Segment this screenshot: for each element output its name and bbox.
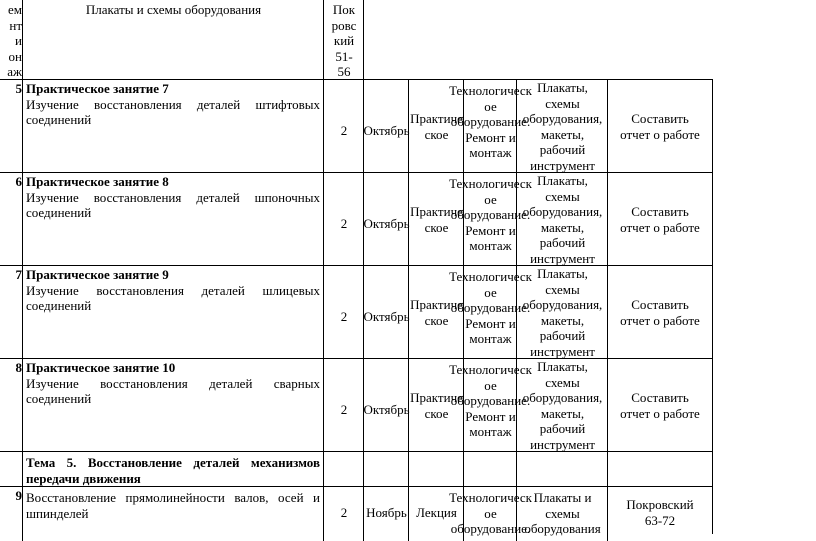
header-source-line: ровс	[331, 17, 357, 33]
month-cell	[363, 358, 409, 452]
lesson-type-line: Практиче	[410, 390, 463, 405]
lesson-description: Изучение восстановления деталей шлицевых соединений	[26, 282, 320, 313]
lesson-title: Практическое занятие 9	[26, 267, 169, 282]
header-number-label-line: и	[15, 33, 22, 48]
lesson-title: Практическое занятие 10	[26, 360, 176, 375]
lesson-topic-cell	[22, 265, 324, 359]
equipment-line: Ремонт и	[465, 222, 516, 238]
equipment-line: оборудование.	[450, 300, 531, 315]
task-cell	[607, 79, 712, 173]
theme-empty-cell	[323, 451, 364, 487]
row-number: 9	[15, 488, 22, 503]
equipment-line: монтаж	[469, 145, 512, 160]
lesson-type-line: Практиче	[410, 297, 463, 312]
equipment-line: ое	[484, 191, 497, 207]
visual-aids-line: инструмент	[530, 343, 595, 359]
month-value: Октябрь	[363, 401, 410, 417]
theme-title: Тема 5. Восстановление деталей механизмов передачи движения	[26, 455, 320, 486]
month-cell	[363, 172, 409, 266]
hours-cell	[323, 358, 364, 452]
visual-aids-line: инструмент	[530, 436, 595, 452]
header-empty-cell	[363, 0, 436, 80]
lesson-type-line: Практиче	[410, 204, 463, 219]
source-line: Покровский	[626, 497, 694, 512]
visual-aids-line: схемы	[545, 95, 580, 111]
row-number-cell	[0, 172, 23, 266]
equipment-line: оборудование.	[450, 393, 531, 408]
lesson-topic-cell	[22, 486, 324, 541]
visual-aids-cell	[516, 265, 608, 359]
header-source-line: 51-	[335, 48, 353, 64]
month-cell	[363, 486, 409, 541]
header-source-line: кий	[333, 33, 355, 48]
table-right-border	[712, 79, 713, 534]
visual-aids-line: оборудования	[524, 521, 601, 536]
visual-aids-line: инструмент	[530, 250, 595, 266]
lesson-topic-cell	[22, 358, 324, 452]
lesson-description: Изучение восстановления деталей сварных соединений	[26, 375, 320, 406]
lesson-type-line: ское	[424, 126, 449, 142]
task-cell	[607, 265, 712, 359]
row-number: 6	[15, 174, 22, 189]
equipment-line: Технологическ	[449, 83, 532, 98]
row-number: 5	[15, 81, 22, 96]
equipment-line: ое	[484, 377, 497, 393]
header-topic-label: Плакаты и схемы оборудования	[85, 2, 262, 17]
theme-number-cell	[0, 451, 23, 487]
visual-aids-line: оборудования,	[522, 297, 603, 312]
visual-aids-line: инструмент	[530, 157, 595, 173]
lesson-type-line: ское	[424, 405, 449, 421]
hours-value: 2	[340, 401, 348, 417]
lesson-type-line: ское	[424, 219, 449, 235]
row-number-cell	[0, 79, 23, 173]
hours-value: 2	[340, 308, 348, 324]
visual-aids-line: макеты,	[540, 405, 585, 421]
equipment-line: монтаж	[469, 238, 512, 253]
month-value: Ноябрь	[366, 505, 407, 520]
equipment-line: Технологическ	[449, 269, 532, 284]
header-source-cell	[323, 0, 364, 80]
visual-aids-line: Плакаты,	[537, 80, 588, 95]
visual-aids-line: рабочий	[539, 235, 586, 250]
visual-aids-line: рабочий	[539, 328, 586, 343]
visual-aids-line: оборудования,	[522, 204, 603, 219]
visual-aids-line: схемы	[545, 188, 580, 204]
equipment-cell	[449, 79, 532, 173]
hours-value: 2	[340, 505, 348, 520]
task-line: Составить	[631, 390, 689, 405]
header-number-label-line: аж	[7, 64, 22, 79]
row-number-cell	[0, 486, 23, 541]
equipment-line: Ремонт и	[465, 129, 516, 145]
visual-aids-cell	[516, 486, 608, 541]
visual-aids-cell	[516, 172, 608, 266]
header-number-label-line: нт	[9, 17, 22, 33]
equipment-line: Ремонт и	[465, 408, 516, 424]
month-value: Октябрь	[363, 122, 410, 138]
task-cell	[607, 172, 712, 266]
theme-empty-cell	[607, 451, 712, 487]
visual-aids-cell	[516, 79, 608, 173]
task-line: Составить	[631, 297, 689, 312]
task-line: отчет о работе	[620, 405, 700, 421]
month-cell	[363, 265, 409, 359]
month-value: Октябрь	[363, 215, 410, 231]
equipment-line: оборудование.	[450, 521, 531, 536]
lesson-description: Изучение восстановления деталей шпоночных соединений	[26, 189, 320, 220]
visual-aids-line: схемы	[545, 281, 580, 297]
visual-aids-cell	[516, 358, 608, 452]
theme-empty-cell	[463, 451, 517, 487]
hours-cell	[323, 486, 364, 541]
lesson-title: Практическое занятие 8	[26, 174, 169, 189]
row-number-cell	[0, 358, 23, 452]
hours-value: 2	[340, 215, 348, 231]
lesson-topic-cell	[22, 172, 324, 266]
header-number-label-line: ем	[8, 2, 22, 17]
lesson-type-line: ское	[424, 312, 449, 328]
hours-cell	[323, 172, 364, 266]
lesson-type: Лекция	[416, 505, 457, 520]
equipment-cell	[449, 172, 532, 266]
month-value: Октябрь	[363, 308, 410, 324]
equipment-line: Технологическ	[449, 176, 532, 191]
task-line: Составить	[631, 111, 689, 126]
visual-aids-line: рабочий	[539, 142, 586, 157]
equipment-cell	[449, 265, 532, 359]
visual-aids-line: оборудования,	[522, 390, 603, 405]
task-line: отчет о работе	[620, 312, 700, 328]
equipment-line: ое	[484, 505, 497, 521]
visual-aids-line: Плакаты и	[533, 490, 592, 505]
visual-aids-line: рабочий	[539, 421, 586, 436]
task-line: отчет о работе	[620, 126, 700, 142]
equipment-line: монтаж	[469, 331, 512, 346]
visual-aids-line: макеты,	[540, 312, 585, 328]
visual-aids-line: схемы	[545, 505, 580, 521]
header-topic-cell	[22, 0, 324, 80]
lesson-type-line: Практиче	[410, 111, 463, 126]
task-cell	[607, 358, 712, 452]
visual-aids-line: Плакаты,	[537, 266, 588, 281]
equipment-line: Ремонт и	[465, 315, 516, 331]
hours-cell	[323, 265, 364, 359]
row-number: 8	[15, 360, 22, 375]
equipment-line: ое	[484, 284, 497, 300]
equipment-cell	[449, 486, 532, 541]
lesson-title: Практическое занятие 7	[26, 81, 169, 96]
equipment-line: оборудование.	[450, 114, 531, 129]
header-source-line: 56	[337, 64, 351, 79]
visual-aids-line: макеты,	[540, 126, 585, 142]
header-number-cell	[0, 0, 23, 80]
source-line: 63-72	[644, 512, 676, 528]
lesson-topic-cell	[22, 79, 324, 173]
theme-empty-cell	[516, 451, 608, 487]
header-source-line: Пок	[332, 2, 356, 17]
hours-value: 2	[340, 122, 348, 138]
source-cell	[607, 486, 712, 541]
visual-aids-line: схемы	[545, 374, 580, 390]
equipment-line: Технологическ	[449, 490, 532, 505]
equipment-line: ое	[484, 98, 497, 114]
equipment-line: оборудование.	[450, 207, 531, 222]
month-cell	[363, 79, 409, 173]
task-line: отчет о работе	[620, 219, 700, 235]
task-line: Составить	[631, 204, 689, 219]
theme-empty-cell	[363, 451, 409, 487]
visual-aids-line: макеты,	[540, 219, 585, 235]
hours-cell	[323, 79, 364, 173]
header-number-label-line: он	[8, 48, 22, 64]
equipment-line: Технологическ	[449, 362, 532, 377]
visual-aids-line: оборудования,	[522, 111, 603, 126]
lesson-description: Изучение восстановления деталей штифтовых соединений	[26, 96, 320, 127]
lesson-description: Восстановление прямолинейности валов, осей и шпинделей	[26, 490, 320, 521]
equipment-line: монтаж	[469, 424, 512, 439]
row-number: 7	[15, 267, 22, 282]
visual-aids-line: Плакаты,	[537, 359, 588, 374]
theme-empty-cell	[408, 451, 464, 487]
theme-title-cell	[22, 451, 324, 487]
equipment-cell	[449, 358, 532, 452]
visual-aids-line: Плакаты,	[537, 173, 588, 188]
row-number-cell	[0, 265, 23, 359]
